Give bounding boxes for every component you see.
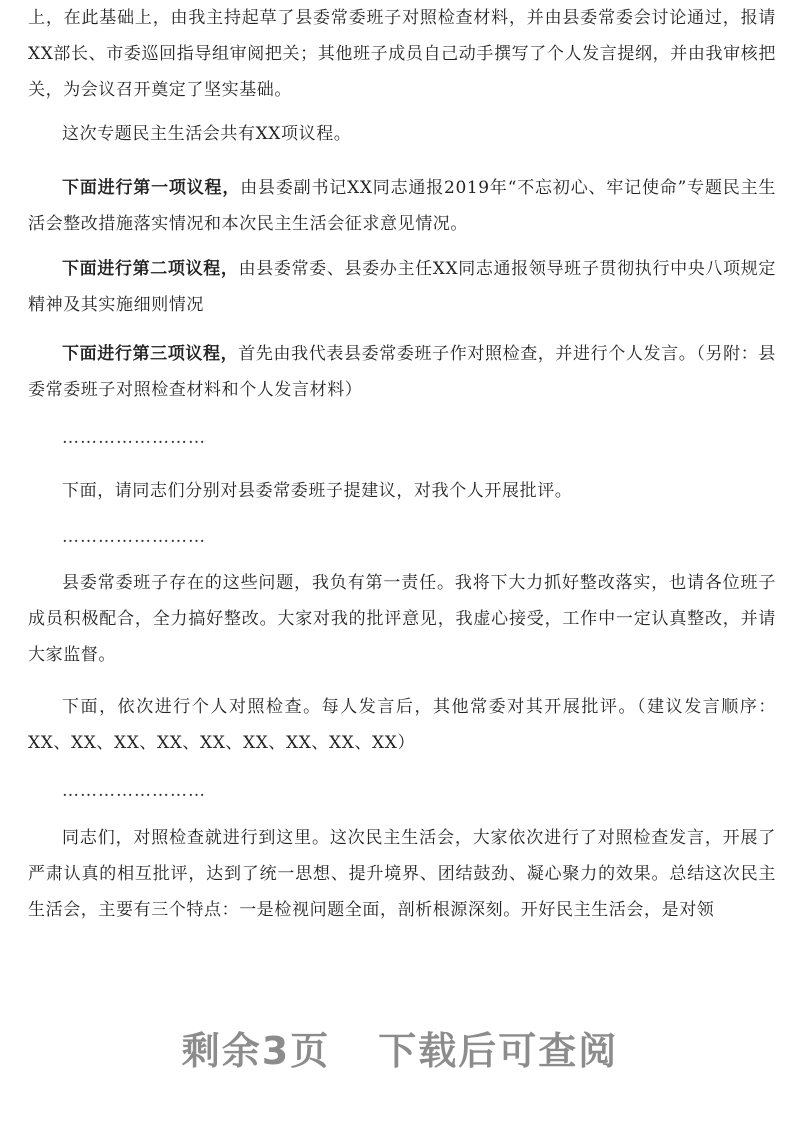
paragraph-9: 同志们，对照检查就进行到这里。这次民主生活会，大家依次进行了对照检查发言，开展了严肃认真的相互批评，达到了统一思想、提升境界、团结鼓劲、凝心聚力的效果。总结这次民主生活会，主要有三个特点：一是检视问题全面，剖析根源深刻。开好民主生活会，是对领 <box>28 828 776 920</box>
paragraph-2: 这次专题民主生活会共有XX项议程。 <box>62 124 352 144</box>
ellipsis-separator-3: …………………… <box>62 781 206 801</box>
remaining-pages-text: 剩余3页 <box>181 1029 331 1073</box>
agenda-1-text: 由县委副书记XX同志通报2019年“不忘初心、牢记使命”专题民主生活会整改措施落实情况和本次民主生活会征求意见情况。 <box>28 178 777 234</box>
paragraph-1: 上，在此基础上，由我主持起草了县委常委班子对照检查材料，并由县委常委会讨论通过，报请XX部长、市委巡回指导组审阅把关；其他班子成员自己动手撰写了个人发言提纲，并由我审核把关，为会议召开奠定了坚实基础。 <box>28 8 776 100</box>
agenda-2-lead: 下面进行第二项议程， <box>62 259 239 279</box>
paragraph-8: 下面，依次进行个人对照检查。每人发言后，其他常委对其开展批评。（建议发言顺序：XX、XX、XX、XX、XX、XX、XX、XX、XX） <box>28 697 776 753</box>
paragraph-agenda-2 <box>28 251 776 323</box>
download-prompt-banner[interactable] <box>0 1020 800 1075</box>
ellipsis-separator-1: …………………… <box>62 428 206 448</box>
ellipsis-separator-2: …………………… <box>62 527 206 547</box>
download-to-view-text: 下载后可查阅 <box>378 1029 619 1073</box>
agenda-3-lead: 下面进行第三项议程， <box>62 344 239 364</box>
paragraph-6: 下面，请同志们分别对县委常委班子提建议，对我个人开展批评。 <box>62 481 573 501</box>
paragraph-7: 县委常委班子存在的这些问题，我负有第一责任。我将下大力抓好整改落实，也请各位班子成员积极配合，全力搞好整改。大家对我的批评意见，我虚心接受，工作中一定认真整改，并请大家监督。 <box>28 573 776 665</box>
agenda-1-lead: 下面进行第一项议程， <box>62 178 241 198</box>
agenda-3-text: 首先由我代表县委常委班子作对照检查，并进行个人发言。（另附：县委常委班子对照检查材料和个人发言材料） <box>28 344 777 400</box>
paragraph-agenda-3 <box>28 336 776 408</box>
agenda-2-text: 由县委常委、县委办主任XX同志通报领导班子贯彻执行中央八项规定精神及其实施细则情况 <box>28 259 776 315</box>
paragraph-agenda-1 <box>28 170 776 242</box>
